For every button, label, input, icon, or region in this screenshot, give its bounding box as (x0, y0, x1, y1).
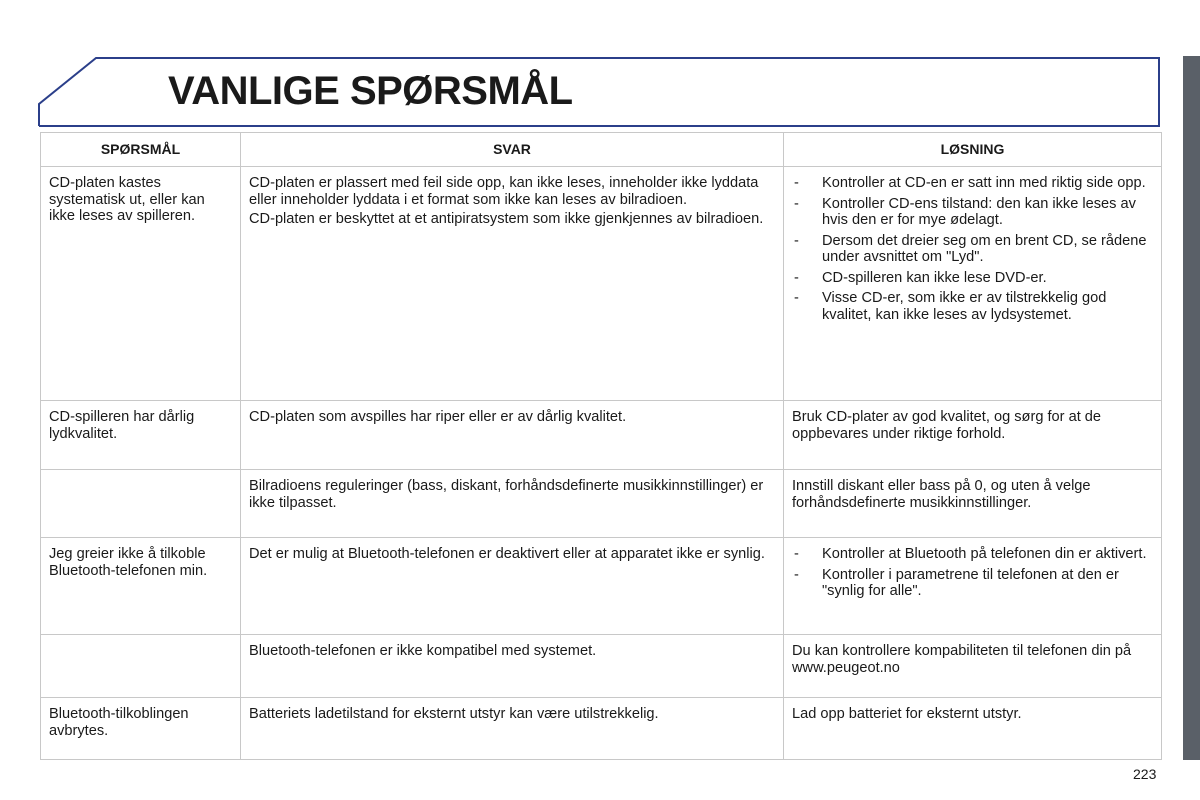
answer-cell: Det er mulig at Bluetooth-telefonen er deaktivert eller at apparatet ikke er synlig. (241, 538, 784, 635)
table-header-row (41, 133, 1162, 167)
column-header-question: SPØRSMÅL (41, 133, 241, 167)
answer-cell: Bilradioens reguleringer (bass, diskant, forhåndsdefinerte musikkinnstillinger) er ikke tilpasset. (241, 470, 784, 538)
answer-cell: Bluetooth-telefonen er ikke kompatibel med systemet. (241, 635, 784, 698)
table-row (41, 635, 1162, 698)
faq-table (40, 132, 1162, 760)
solution-item: - Kontroller at CD-en er satt inn med riktig side opp. (792, 175, 1153, 192)
solution-item: - Kontroller at Bluetooth på telefonen din er aktivert. (792, 546, 1153, 563)
answer-cell: CD-platen som avspilles har riper eller er av dårlig kvalitet. (241, 401, 784, 470)
question-cell (41, 635, 241, 698)
chapter-tab (1183, 56, 1200, 760)
answer-text: CD-platen er plassert med feil side opp, kan ikke leses, inneholder ikke lyddata eller inneholder lyddata i et format som ikke kan leses av bilradioen. (249, 175, 759, 208)
question-cell: Jeg greier ikke å tilkoble Bluetooth-telefonen min. (41, 538, 241, 635)
page-title: VANLIGE SPØRSMÅL (168, 69, 573, 113)
solution-item: - Kontroller CD-ens tilstand: den kan ikke leses av hvis den er for mye ødelagt. (792, 196, 1153, 229)
column-header-answer: SVAR (241, 133, 784, 167)
solution-list (792, 546, 1153, 600)
solution-item: - Dersom det dreier seg om en brent CD, se rådene under avsnittet om "Lyd". (792, 233, 1153, 266)
solution-cell: Innstill diskant eller bass på 0, og uten å velge forhåndsdefinerte musikkinnstillinger. (784, 470, 1162, 538)
solution-cell (784, 538, 1162, 635)
answer-text: CD-platen er beskyttet at et antipiratsystem som ikke gjenkjennes av bilradioen. (249, 211, 764, 227)
solution-cell: Lad opp batteriet for eksternt utstyr. (784, 698, 1162, 760)
answer-cell (241, 167, 784, 401)
solution-cell: Bruk CD-plater av god kvalitet, og sørg for at de oppbevares under riktige forhold. (784, 401, 1162, 470)
solution-item: - CD-spilleren kan ikke lese DVD-er. (792, 270, 1153, 287)
solution-item: - Kontroller i parametrene til telefonen at den er "synlig for alle". (792, 567, 1153, 600)
solution-item: - Visse CD-er, som ikke er av tilstrekkelig god kvalitet, kan ikke leses av lydsystemet. (792, 290, 1153, 323)
solution-list (792, 175, 1153, 323)
table-row (41, 401, 1162, 470)
question-cell: CD-platen kastes systematisk ut, eller kan ikke leses av spilleren. (41, 167, 241, 401)
table-row (41, 470, 1162, 538)
question-cell: CD-spilleren har dårlig lydkvalitet. (41, 401, 241, 470)
page-number: 223 (1133, 766, 1157, 782)
table-row (41, 167, 1162, 401)
question-cell: Bluetooth-tilkoblingen avbrytes. (41, 698, 241, 760)
column-header-solution: LØSNING (784, 133, 1162, 167)
answer-cell: Batteriets ladetilstand for eksternt utstyr kan være utilstrekkelig. (241, 698, 784, 760)
question-cell (41, 470, 241, 538)
table-row (41, 698, 1162, 760)
table-row (41, 538, 1162, 635)
solution-cell (784, 167, 1162, 401)
solution-cell: Du kan kontrollere kompabiliteten til telefonen din på www.peugeot.no (784, 635, 1162, 698)
